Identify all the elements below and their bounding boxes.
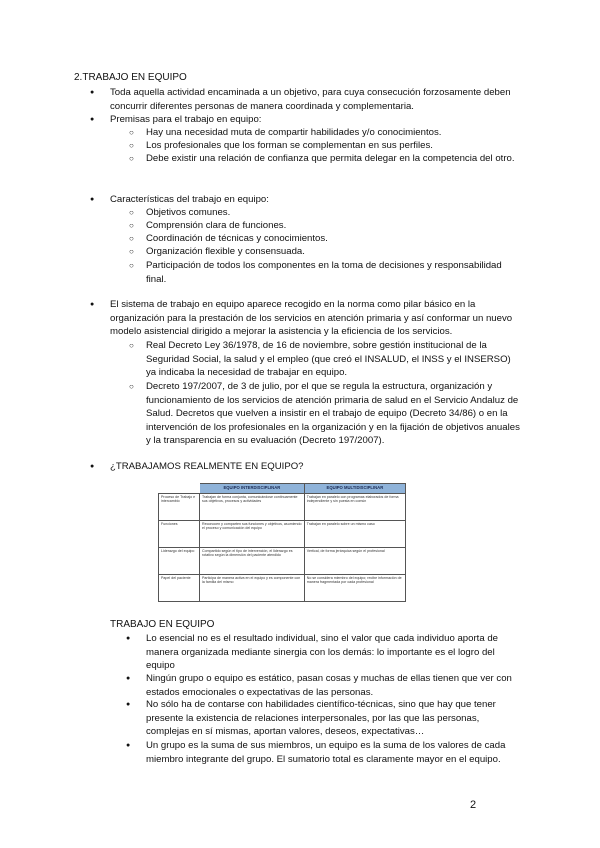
bullet-premises: ● Premisas para el trabajo en equipo: xyxy=(110,113,522,127)
table-row xyxy=(159,574,406,601)
cell-interdisciplinar: Compartido según el tipo de intervención, el liderazgo es rotativo según la dimensión del paciente atendido xyxy=(200,547,305,574)
section-title: 2.TRABAJO EN EQUIPO xyxy=(74,72,187,83)
teamwork-bullet: ● No sólo ha de contarse con habilidades científico-técnicas, sino que hay que tener presente la existencia de relaciones interpersonales, por las que las personas, complejas en sí mismas, aportan valores, deseos, expectativas… xyxy=(146,698,522,739)
characteristic-item: ○ Organización flexible y consensuada. xyxy=(146,245,522,259)
page-number: 2 xyxy=(470,799,477,811)
cell-multidisciplinar: Trabajan en paralelo con programas elaborados de forma independiente y sin puesta en común xyxy=(304,493,405,520)
premise-item: ○ Debe existir una relación de confianza que permita delegar en la competencia del otro. xyxy=(146,152,522,166)
teamwork-bullet: ● Lo esencial no es el resultado individual, sino el valor que cada individuo aporta de manera organizada mediante sinergia con los demás: lo importante es el logro del equipo xyxy=(146,632,522,673)
column-header: EQUIPO MULTIDISCIPLINAR xyxy=(304,484,405,494)
row-label: Proceso de Trabajo e intercambio xyxy=(159,493,200,520)
comparison-table xyxy=(158,483,406,602)
column-header: EQUIPO INTERDISCIPLINAR xyxy=(200,484,305,494)
norm-item: ○ Real Decreto Ley 36/1978, de 16 de noviembre, sobre gestión institucional de la Seguridad Social, la salud y el empleo (que creó el INSALUD, el INSS y el INSERSO) ya indicaba la necesidad de trabajar en equipo. xyxy=(146,339,522,380)
bullet-norms: ● El sistema de trabajo en equipo aparece recogido en la norma como pilar básico en la organización para la prestación de los servicios en atención primaria y así conformar un nuevo modelo asistencial dirigido a mejorar la asistencia y la eficiencia de los servicios. xyxy=(110,298,522,339)
cell-interdisciplinar: Trabajan de forma conjunta, comunicándose continuamente sus objetivos, procesos y actividades xyxy=(200,493,305,520)
cell-multidisciplinar: No se considera miembro del equipo; recibe información de manera fragmentada por cada profesional xyxy=(304,574,405,601)
premise-item: ○ Los profesionales que los forman se complementan en sus perfiles. xyxy=(146,139,522,153)
teamwork-bullet: ● Ningún grupo o equipo es estático, pasan cosas y muchas de ellas tienen que ver con estados emocionales o expectativas de las personas. xyxy=(146,672,522,699)
cell-interdisciplinar: Participa de manera activa en el equipo y es componente con la familia del mismo xyxy=(200,574,305,601)
bullet-characteristics: ● Características del trabajo en equipo: xyxy=(110,193,522,207)
bullet-definition: ● Toda aquella actividad encaminada a un objetivo, para cuya consecución forzosamente deben concurrir diferentes personas de manera coordinada y complementaria. xyxy=(110,86,522,113)
table-row xyxy=(159,520,406,547)
row-label: Funciones xyxy=(159,520,200,547)
characteristic-item: ○ Comprensión clara de funciones. xyxy=(146,219,522,233)
row-label: Liderazgo del equipo xyxy=(159,547,200,574)
table-row xyxy=(159,493,406,520)
teamwork-bullet: ● Un grupo es la suma de sus miembros, un equipo es la suma de los valores de cada miembro integrante del grupo. El sumatorio total es claramente mayor en el equipo. xyxy=(146,739,522,766)
cell-multidisciplinar: Vertical, de forma jerárquica según el profesional xyxy=(304,547,405,574)
table-corner xyxy=(159,484,200,494)
bullet-question: ● ¿TRABAJAMOS REALMENTE EN EQUIPO? xyxy=(110,460,522,474)
characteristic-item: ○ Participación de todos los componentes en la toma de decisiones y responsabilidad final. xyxy=(146,259,522,286)
table-row xyxy=(159,547,406,574)
norm-item: ○ Decreto 197/2007, de 3 de julio, por el que se regula la estructura, organización y funcionamiento de los servicios de atención primaria de salud en el Servicio Andaluz de Salud. Decretos que vuelven a insistir en el trabajo de equipo (Decreto 34/86) o en la intervención de los profesionales en la organización y en la fijación de objetivos anuales y la transparencia en su evaluación (Decreto 197/2007). xyxy=(146,380,522,448)
characteristic-item: ○ Objetivos comunes. xyxy=(146,206,522,220)
characteristic-item: ○ Coordinación de técnicas y conocimientos. xyxy=(146,232,522,246)
second-section-title: TRABAJO EN EQUIPO xyxy=(110,619,215,630)
cell-multidisciplinar: Trabajan en paralelo sobre un mismo caso xyxy=(304,520,405,547)
premise-item: ○ Hay una necesidad muta de compartir habilidades y/o conocimientos. xyxy=(146,126,522,140)
cell-interdisciplinar: Reconocen y comparten sus funciones y objetivos, asumiendo el proceso y comunicación del equipo xyxy=(200,520,305,547)
row-label: Papel del paciente xyxy=(159,574,200,601)
table-header-row xyxy=(159,484,406,494)
